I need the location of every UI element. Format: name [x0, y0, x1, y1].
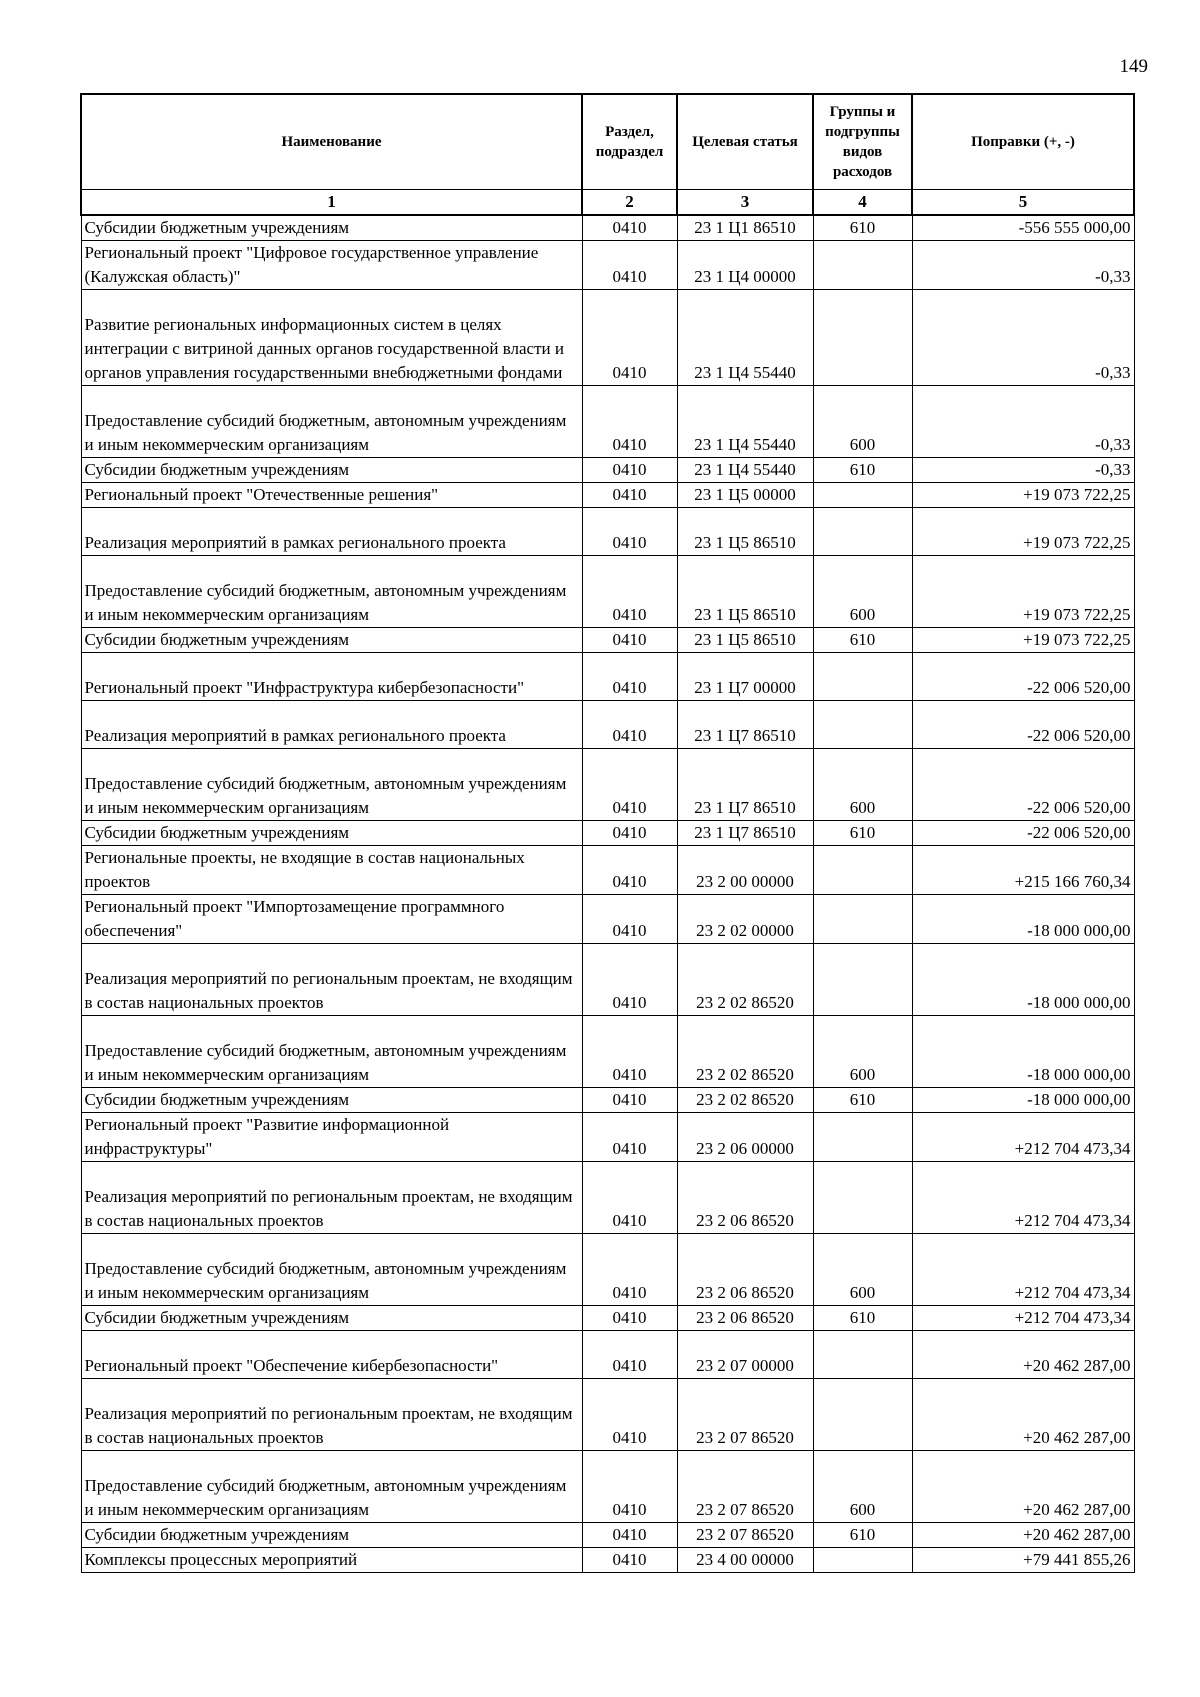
row-name: Субсидии бюджетным учреждениям — [81, 458, 582, 483]
header-name: Наименование — [81, 94, 582, 190]
row-name: Региональный проект "Импортозамещение программного обеспечения" — [81, 895, 582, 944]
row-group — [813, 1548, 912, 1573]
row-group: 600 — [813, 386, 912, 458]
table-row — [81, 215, 1134, 241]
row-amount: +212 704 473,34 — [912, 1162, 1134, 1234]
row-section: 0410 — [582, 1548, 677, 1573]
row-amount: -18 000 000,00 — [912, 1088, 1134, 1113]
row-amount: -0,33 — [912, 290, 1134, 386]
row-section: 0410 — [582, 508, 677, 556]
row-section: 0410 — [582, 1306, 677, 1331]
row-section: 0410 — [582, 653, 677, 701]
row-target: 23 1 Ц1 86510 — [677, 215, 813, 241]
row-group: 610 — [813, 1088, 912, 1113]
table-row — [81, 1234, 1134, 1306]
row-amount: -22 006 520,00 — [912, 749, 1134, 821]
row-name: Предоставление субсидий бюджетным, автономным учреждениям и иным некоммерческим организациям — [81, 556, 582, 628]
row-section: 0410 — [582, 1088, 677, 1113]
row-name: Предоставление субсидий бюджетным, автономным учреждениям и иным некоммерческим организациям — [81, 1234, 582, 1306]
row-section: 0410 — [582, 386, 677, 458]
column-number: 1 — [81, 190, 582, 216]
row-amount: +20 462 287,00 — [912, 1451, 1134, 1523]
row-group — [813, 1162, 912, 1234]
row-section: 0410 — [582, 1451, 677, 1523]
row-section: 0410 — [582, 1523, 677, 1548]
row-name: Региональный проект "Отечественные решения" — [81, 483, 582, 508]
table-row — [81, 944, 1134, 1016]
row-target: 23 2 02 86520 — [677, 1088, 813, 1113]
table-row — [81, 1016, 1134, 1088]
row-section: 0410 — [582, 628, 677, 653]
row-group: 610 — [813, 628, 912, 653]
row-name: Региональный проект "Цифровое государственное управление (Калужская область)" — [81, 241, 582, 290]
row-name: Субсидии бюджетным учреждениям — [81, 1088, 582, 1113]
row-name: Субсидии бюджетным учреждениям — [81, 821, 582, 846]
row-name: Реализация мероприятий по региональным проектам, не входящим в состав национальных проектов — [81, 944, 582, 1016]
row-section: 0410 — [582, 895, 677, 944]
row-group — [813, 1331, 912, 1379]
row-group: 610 — [813, 821, 912, 846]
column-number: 3 — [677, 190, 813, 216]
table-row — [81, 290, 1134, 386]
row-group: 600 — [813, 1016, 912, 1088]
row-name: Субсидии бюджетным учреждениям — [81, 1306, 582, 1331]
row-amount: +79 441 855,26 — [912, 1548, 1134, 1573]
row-amount: +212 704 473,34 — [912, 1306, 1134, 1331]
row-amount: -22 006 520,00 — [912, 821, 1134, 846]
row-section: 0410 — [582, 556, 677, 628]
row-group: 600 — [813, 1234, 912, 1306]
row-group — [813, 290, 912, 386]
row-amount: +20 462 287,00 — [912, 1523, 1134, 1548]
row-target: 23 1 Ц5 86510 — [677, 628, 813, 653]
header-section: Раздел, подраздел — [582, 94, 677, 190]
row-target: 23 1 Ц7 86510 — [677, 701, 813, 749]
table-row — [81, 821, 1134, 846]
table-row — [81, 1523, 1134, 1548]
row-target: 23 1 Ц4 00000 — [677, 241, 813, 290]
row-target: 23 1 Ц4 55440 — [677, 458, 813, 483]
column-number: 2 — [582, 190, 677, 216]
row-name: Предоставление субсидий бюджетным, автономным учреждениям и иным некоммерческим организациям — [81, 1451, 582, 1523]
row-group: 610 — [813, 458, 912, 483]
row-section: 0410 — [582, 846, 677, 895]
row-target: 23 2 06 00000 — [677, 1113, 813, 1162]
table-row — [81, 556, 1134, 628]
row-target: 23 2 02 86520 — [677, 944, 813, 1016]
row-amount: -0,33 — [912, 386, 1134, 458]
row-name: Реализация мероприятий по региональным проектам, не входящим в состав национальных проектов — [81, 1379, 582, 1451]
row-amount: +212 704 473,34 — [912, 1234, 1134, 1306]
row-target: 23 2 06 86520 — [677, 1162, 813, 1234]
row-amount: +212 704 473,34 — [912, 1113, 1134, 1162]
row-target: 23 2 07 86520 — [677, 1523, 813, 1548]
header-target: Целевая статья — [677, 94, 813, 190]
row-section: 0410 — [582, 215, 677, 241]
table-row — [81, 386, 1134, 458]
row-target: 23 2 00 00000 — [677, 846, 813, 895]
row-section: 0410 — [582, 749, 677, 821]
table-row — [81, 628, 1134, 653]
row-amount: -0,33 — [912, 241, 1134, 290]
row-section: 0410 — [582, 458, 677, 483]
row-amount: -18 000 000,00 — [912, 944, 1134, 1016]
row-group — [813, 483, 912, 508]
table-row — [81, 1113, 1134, 1162]
row-name: Реализация мероприятий в рамках регионального проекта — [81, 508, 582, 556]
row-group: 610 — [813, 215, 912, 241]
row-group: 600 — [813, 556, 912, 628]
row-name: Реализация мероприятий в рамках регионального проекта — [81, 701, 582, 749]
row-group — [813, 241, 912, 290]
row-section: 0410 — [582, 241, 677, 290]
table-row — [81, 701, 1134, 749]
row-group — [813, 944, 912, 1016]
row-section: 0410 — [582, 944, 677, 1016]
row-amount: +19 073 722,25 — [912, 628, 1134, 653]
row-section: 0410 — [582, 821, 677, 846]
row-amount: +19 073 722,25 — [912, 483, 1134, 508]
table-row — [81, 508, 1134, 556]
row-target: 23 1 Ц7 86510 — [677, 821, 813, 846]
row-target: 23 4 00 00000 — [677, 1548, 813, 1573]
column-numbers-row — [81, 190, 1134, 216]
row-amount: -22 006 520,00 — [912, 701, 1134, 749]
row-name: Развитие региональных информационных систем в целях интеграции с витриной данных органов государственной власти и органов управления государственными внебюджетными фондами — [81, 290, 582, 386]
row-target: 23 2 02 86520 — [677, 1016, 813, 1088]
row-name: Региональные проекты, не входящие в состав национальных проектов — [81, 846, 582, 895]
row-group: 610 — [813, 1306, 912, 1331]
row-target: 23 2 07 86520 — [677, 1451, 813, 1523]
row-amount: +20 462 287,00 — [912, 1379, 1134, 1451]
row-target: 23 1 Ц7 86510 — [677, 749, 813, 821]
row-name: Реализация мероприятий по региональным проектам, не входящим в состав национальных проектов — [81, 1162, 582, 1234]
table-row — [81, 1306, 1134, 1331]
column-number: 5 — [912, 190, 1134, 216]
row-name: Региональный проект "Инфраструктура кибербезопасности" — [81, 653, 582, 701]
row-group: 610 — [813, 1523, 912, 1548]
row-name: Субсидии бюджетным учреждениям — [81, 215, 582, 241]
header-row — [81, 94, 1134, 190]
table-row — [81, 1331, 1134, 1379]
row-target: 23 1 Ц5 86510 — [677, 556, 813, 628]
row-section: 0410 — [582, 1162, 677, 1234]
row-target: 23 2 06 86520 — [677, 1234, 813, 1306]
table-body — [81, 215, 1134, 1573]
row-amount: -556 555 000,00 — [912, 215, 1134, 241]
table-row — [81, 241, 1134, 290]
row-name: Комплексы процессных мероприятий — [81, 1548, 582, 1573]
row-target: 23 1 Ц5 86510 — [677, 508, 813, 556]
row-target: 23 2 07 86520 — [677, 1379, 813, 1451]
row-amount: -18 000 000,00 — [912, 1016, 1134, 1088]
row-amount: -22 006 520,00 — [912, 653, 1134, 701]
row-group — [813, 846, 912, 895]
row-name: Предоставление субсидий бюджетным, автономным учреждениям и иным некоммерческим организациям — [81, 749, 582, 821]
row-section: 0410 — [582, 1331, 677, 1379]
row-section: 0410 — [582, 483, 677, 508]
row-section: 0410 — [582, 1379, 677, 1451]
row-group — [813, 701, 912, 749]
row-amount: +19 073 722,25 — [912, 556, 1134, 628]
row-target: 23 1 Ц4 55440 — [677, 290, 813, 386]
header-groups: Группы и подгруппы видов расходов — [813, 94, 912, 190]
table-row — [81, 895, 1134, 944]
table-row — [81, 458, 1134, 483]
row-section: 0410 — [582, 290, 677, 386]
row-group — [813, 653, 912, 701]
row-amount: +20 462 287,00 — [912, 1331, 1134, 1379]
row-target: 23 2 02 00000 — [677, 895, 813, 944]
row-amount: -0,33 — [912, 458, 1134, 483]
table-row — [81, 1088, 1134, 1113]
row-group — [813, 895, 912, 944]
row-group — [813, 1379, 912, 1451]
header-amendments: Поправки (+, -) — [912, 94, 1134, 190]
row-group — [813, 508, 912, 556]
table-row — [81, 653, 1134, 701]
row-name: Региональный проект "Развитие информационной инфраструктуры" — [81, 1113, 582, 1162]
row-amount: -18 000 000,00 — [912, 895, 1134, 944]
row-name: Субсидии бюджетным учреждениям — [81, 1523, 582, 1548]
row-target: 23 2 07 00000 — [677, 1331, 813, 1379]
table-row — [81, 749, 1134, 821]
row-section: 0410 — [582, 1016, 677, 1088]
table-row — [81, 483, 1134, 508]
row-name: Субсидии бюджетным учреждениям — [81, 628, 582, 653]
row-target: 23 1 Ц7 00000 — [677, 653, 813, 701]
table-row — [81, 846, 1134, 895]
row-group: 600 — [813, 749, 912, 821]
row-group — [813, 1113, 912, 1162]
row-amount: +215 166 760,34 — [912, 846, 1134, 895]
budget-amendments-table — [80, 93, 1135, 1573]
row-name: Предоставление субсидий бюджетным, автономным учреждениям и иным некоммерческим организациям — [81, 1016, 582, 1088]
row-section: 0410 — [582, 1113, 677, 1162]
table-row — [81, 1548, 1134, 1573]
column-number: 4 — [813, 190, 912, 216]
row-target: 23 1 Ц4 55440 — [677, 386, 813, 458]
page-number: 149 — [1119, 56, 1148, 77]
table-row — [81, 1379, 1134, 1451]
row-section: 0410 — [582, 1234, 677, 1306]
row-name: Предоставление субсидий бюджетным, автономным учреждениям и иным некоммерческим организациям — [81, 386, 582, 458]
table-row — [81, 1162, 1134, 1234]
row-group: 600 — [813, 1451, 912, 1523]
row-name: Региональный проект "Обеспечение кибербезопасности" — [81, 1331, 582, 1379]
row-amount: +19 073 722,25 — [912, 508, 1134, 556]
row-target: 23 1 Ц5 00000 — [677, 483, 813, 508]
row-target: 23 2 06 86520 — [677, 1306, 813, 1331]
row-section: 0410 — [582, 701, 677, 749]
table-row — [81, 1451, 1134, 1523]
